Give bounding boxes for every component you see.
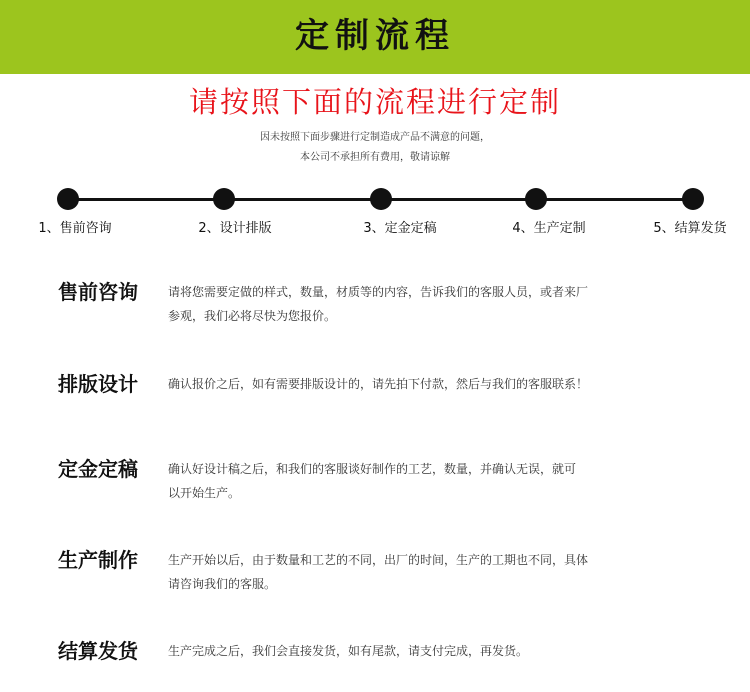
step-label-3: 3、定金定稿 (363, 221, 437, 236)
step-label-5: 5、结算发货 (653, 221, 727, 236)
section-text (168, 457, 713, 505)
section-text (168, 639, 713, 663)
step-label-1: 1、售前咨询 (38, 221, 112, 236)
section-title: 排版设计 (58, 372, 138, 396)
timeline-dot-3 (370, 188, 392, 210)
step-label-4: 4、生产定制 (512, 221, 586, 236)
section-text-line: 请将您需要定做的样式，数量，材质等的内容，告诉我们的客服人员，或者来厂 (168, 285, 589, 299)
instruction-heading: 请按照下面的流程进行定制 (188, 85, 561, 119)
notice-line-2: 本公司不承担所有费用，敬请谅解 (300, 152, 450, 163)
section-text-line: 参观，我们必将尽快为您报价。 (168, 309, 337, 323)
timeline-dot-2 (213, 188, 235, 210)
section-text-line: 确认报价之后，如有需要排版设计的，请先拍下付款，然后与我们的客服联系！ (168, 377, 589, 391)
timeline-dot-4 (525, 188, 547, 210)
section-text-line: 以开始生产。 (168, 486, 241, 500)
notice-line-1: 因未按照下面步骤进行定制造成产品不满意的问题， (260, 132, 490, 143)
section-title: 结算发货 (58, 639, 138, 663)
section-text (168, 280, 713, 328)
page-title: 定制流程 (295, 16, 455, 56)
section-title: 定金定稿 (58, 457, 138, 481)
section-text-line: 生产开始以后，由于数量和工艺的不同，出厂的时间，生产的工期也不同，具体 (168, 553, 589, 567)
timeline-dot-1 (57, 188, 79, 210)
section-text-line: 生产完成之后，我们会直接发货，如有尾款，请支付完成，再发货。 (168, 644, 529, 658)
section-text (168, 548, 713, 596)
timeline-dot-5 (682, 188, 704, 210)
section-text (168, 372, 713, 396)
section-title: 售前咨询 (58, 280, 138, 304)
section-title: 生产制作 (58, 548, 138, 572)
section-text-line: 确认好设计稿之后，和我们的客服谈好制作的工艺，数量，并确认无误，就可 (168, 462, 577, 476)
section-text-line: 请咨询我们的客服。 (168, 577, 277, 591)
step-label-2: 2、设计排版 (198, 221, 272, 236)
